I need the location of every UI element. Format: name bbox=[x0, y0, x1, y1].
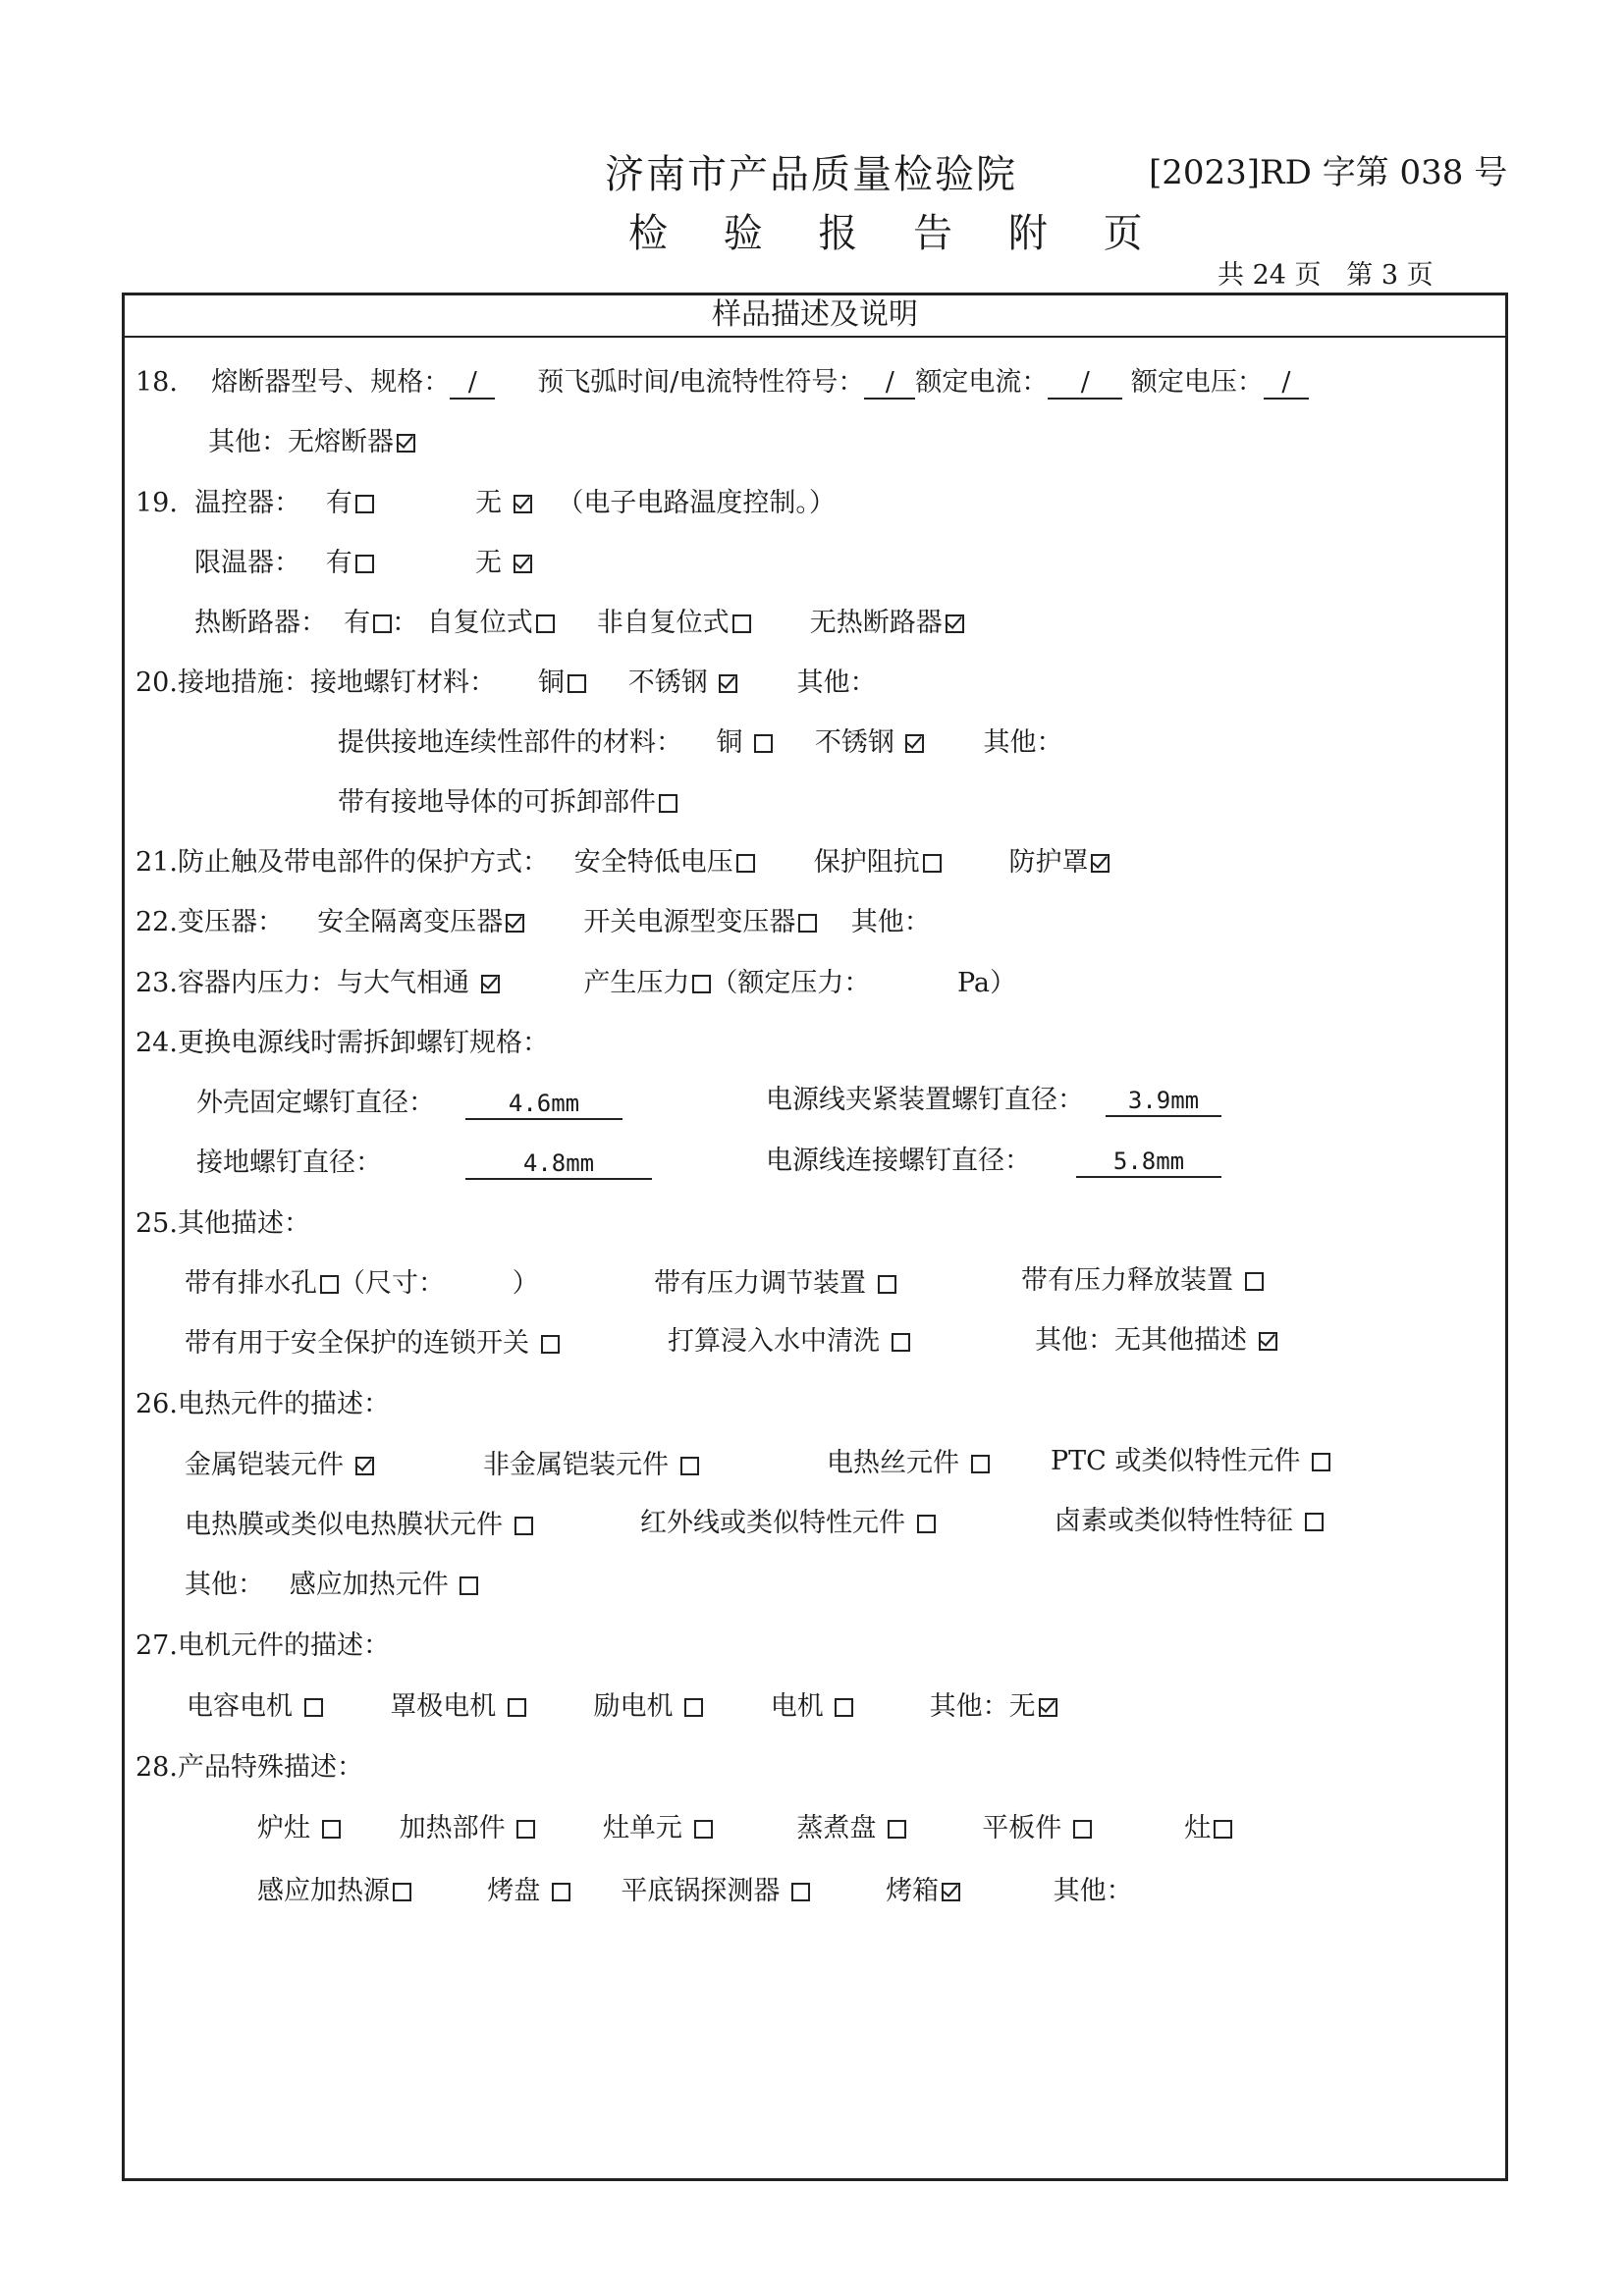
heating-part-checkbox[interactable] bbox=[516, 1820, 535, 1839]
motor-checkbox[interactable] bbox=[835, 1698, 853, 1717]
limiter-yes-checkbox[interactable] bbox=[355, 555, 374, 573]
regulator-label: 带有压力调节装置 bbox=[654, 1268, 866, 1299]
item-20-row2 bbox=[338, 726, 1063, 760]
excited-motor-checkbox[interactable] bbox=[684, 1698, 703, 1717]
halogen-label: 卤素或类似特性特征 bbox=[1055, 1506, 1293, 1536]
selv-checkbox[interactable] bbox=[736, 854, 755, 873]
detachable-label: 带有接地导体的可拆卸部件 bbox=[338, 787, 656, 818]
capacitor-motor-label: 电容电机 bbox=[187, 1691, 293, 1722]
earth-copper-checkbox[interactable] bbox=[568, 674, 586, 693]
selfreset-checkbox[interactable] bbox=[536, 614, 555, 633]
nocutout-label: 无热断路器 bbox=[809, 608, 943, 638]
section-title: 样品描述及说明 bbox=[122, 293, 1508, 338]
item-25-row2b bbox=[668, 1325, 910, 1359]
nonselfreset-checkbox[interactable] bbox=[732, 614, 751, 633]
earth-copper-label: 铜 bbox=[537, 667, 565, 698]
cooking-unit-checkbox[interactable] bbox=[694, 1820, 713, 1839]
page-subtitle: 检 验 报 告 附 页 bbox=[628, 211, 1164, 256]
capacitor-motor-checkbox[interactable] bbox=[304, 1698, 323, 1717]
plate-label: 平板件 bbox=[982, 1813, 1062, 1843]
item-26-row3 bbox=[185, 1569, 478, 1602]
prearc-value: / bbox=[864, 368, 915, 400]
item-25-row2 bbox=[185, 1327, 560, 1361]
earth-screw-value: 4.8mm bbox=[465, 1148, 652, 1180]
bakeplate-checkbox[interactable] bbox=[552, 1883, 570, 1901]
hob-checkbox[interactable] bbox=[322, 1820, 341, 1839]
immersion-label: 打算浸入水中清洗 bbox=[668, 1326, 880, 1357]
shell-screw-value: 4.6mm bbox=[465, 1089, 623, 1120]
product-other-label: 其他： bbox=[1053, 1876, 1133, 1906]
clamp-screw-field bbox=[1106, 1084, 1221, 1117]
drain-label: 带有排水孔 bbox=[185, 1268, 317, 1299]
induction-checkbox[interactable] bbox=[460, 1576, 478, 1595]
impedance-checkbox[interactable] bbox=[923, 854, 942, 873]
rated-pressure-label: （额定压力： bbox=[711, 968, 871, 998]
item-25-row2c bbox=[1035, 1324, 1277, 1358]
item-26-row2c bbox=[1055, 1505, 1324, 1538]
rated-current-value: / bbox=[1048, 368, 1122, 400]
item-26-row2 bbox=[185, 1509, 533, 1542]
induction-source-checkbox[interactable] bbox=[393, 1883, 411, 1901]
item-23-row bbox=[135, 967, 1016, 1000]
heating-other-label: 其他： bbox=[185, 1570, 264, 1600]
plate-checkbox[interactable] bbox=[1073, 1820, 1092, 1839]
continuity-stainless-checkbox[interactable] bbox=[905, 734, 924, 753]
thermostat-note: （电子电路温度控制。） bbox=[557, 488, 836, 518]
limiter-no-checkbox[interactable] bbox=[514, 555, 532, 573]
earth-stainless-checkbox[interactable] bbox=[719, 674, 737, 693]
item-21-row bbox=[135, 846, 1110, 880]
stove-checkbox[interactable] bbox=[1214, 1820, 1232, 1839]
cooking-unit-label: 灶单元 bbox=[602, 1813, 682, 1843]
item-21-title: 21.防止触及带电部件的保护方式： bbox=[135, 847, 549, 878]
continuity-other-label: 其他： bbox=[983, 727, 1063, 758]
fuse-label: 熔断器型号、规格： bbox=[211, 367, 451, 398]
shaded-motor-label: 罩极电机 bbox=[390, 1691, 497, 1722]
item-19-row1 bbox=[135, 487, 836, 520]
film-label: 电热膜或类似电热膜状元件 bbox=[185, 1510, 503, 1540]
shell-screw-label: 外壳固定螺钉直径： bbox=[196, 1088, 435, 1118]
thermostat-no-checkbox[interactable] bbox=[514, 495, 532, 513]
rated-voltage-label: 额定电压： bbox=[1130, 367, 1264, 398]
earth-screw-label: 接地螺钉直径： bbox=[196, 1148, 382, 1178]
item-28-title: 28.产品特殊描述： bbox=[135, 1752, 363, 1783]
induction-source-label: 感应加热源 bbox=[257, 1876, 390, 1906]
stove-label: 灶 bbox=[1184, 1813, 1212, 1843]
safety-transformer-label: 安全隔离变压器 bbox=[317, 907, 504, 937]
fuse-other: 其他：无熔断器 bbox=[208, 427, 394, 457]
thermostat-yes-label: 有 bbox=[325, 488, 352, 518]
drain-checkbox[interactable] bbox=[320, 1275, 339, 1294]
item-27-title: 27.电机元件的描述： bbox=[135, 1630, 390, 1661]
earth-stainless-label: 不锈钢 bbox=[627, 667, 708, 698]
item-25-title: 25.其他描述： bbox=[135, 1208, 310, 1239]
infrared-checkbox[interactable] bbox=[917, 1515, 936, 1533]
earth-screw-field bbox=[465, 1147, 652, 1180]
report-number: [2023]RD 字第 038 号 bbox=[1149, 153, 1508, 192]
item-26-title: 26.电热元件的描述： bbox=[135, 1389, 390, 1419]
steamer-checkbox[interactable] bbox=[888, 1820, 906, 1839]
interlock-label: 带有用于安全保护的连锁开关 bbox=[185, 1328, 529, 1359]
item-19-row3 bbox=[194, 607, 964, 640]
item-23-title: 23.容器内压力：与大气相通 bbox=[135, 968, 469, 998]
item-26-row1b bbox=[483, 1449, 699, 1482]
sheathed-checkbox[interactable] bbox=[355, 1457, 374, 1475]
item-25-row1c bbox=[1021, 1264, 1264, 1298]
clamp-screw-label: 电源线夹紧装置螺钉直径： bbox=[766, 1085, 1084, 1115]
hob-label: 炉灶 bbox=[257, 1813, 310, 1843]
wire-checkbox[interactable] bbox=[971, 1455, 990, 1473]
nonsheathed-label: 非金属铠装元件 bbox=[483, 1450, 669, 1480]
cover-label: 防护罩 bbox=[1008, 847, 1089, 878]
motor-label: 电机 bbox=[770, 1691, 824, 1722]
continuity-copper-label: 铜 bbox=[716, 727, 743, 758]
item-25-row1 bbox=[185, 1267, 539, 1301]
item-25-row1b bbox=[654, 1267, 896, 1301]
atmosphere-checkbox[interactable] bbox=[481, 975, 500, 993]
pan-detector-label: 平底锅探测器 bbox=[621, 1876, 781, 1906]
switching-transformer-checkbox[interactable] bbox=[798, 914, 817, 933]
drain-size-open: （尺寸： bbox=[339, 1268, 445, 1299]
item-22-row bbox=[135, 906, 931, 939]
conn-screw-value: 5.8mm bbox=[1076, 1147, 1221, 1178]
item-18-num: 18. bbox=[135, 367, 178, 398]
safety-transformer-checkbox[interactable] bbox=[506, 914, 524, 933]
total-pages: 共 24 页 bbox=[1218, 260, 1322, 291]
cutout-yes-label: 有 bbox=[344, 608, 371, 638]
prearc-label: 预飞弧时间/电流特性符号： bbox=[537, 367, 865, 398]
steamer-label: 蒸煮盘 bbox=[796, 1813, 877, 1843]
item-26-row1d bbox=[1051, 1445, 1330, 1478]
current-page: 第 3 页 bbox=[1346, 260, 1434, 291]
cutout-yes-checkbox[interactable] bbox=[373, 614, 392, 633]
switching-transformer-label: 开关电源型变压器 bbox=[583, 907, 796, 937]
rated-voltage-value: / bbox=[1264, 368, 1309, 400]
rated-current-label: 额定电流： bbox=[915, 367, 1049, 398]
continuity-stainless-label: 不锈钢 bbox=[814, 727, 894, 758]
item-20-title: 20.接地措施：接地螺钉材料： bbox=[135, 667, 496, 698]
wire-label: 电热丝元件 bbox=[827, 1448, 959, 1478]
fuse-value: / bbox=[450, 368, 495, 400]
item-27-row bbox=[187, 1690, 1057, 1724]
item-19-num: 19. bbox=[135, 488, 178, 518]
item-28-row1 bbox=[257, 1812, 1232, 1845]
pressure-unit: Pa） bbox=[956, 968, 1017, 998]
conn-screw-field bbox=[1076, 1145, 1221, 1178]
shaded-motor-checkbox[interactable] bbox=[508, 1698, 526, 1717]
item-26-row1c bbox=[827, 1447, 990, 1480]
item-18-row1 bbox=[135, 366, 1309, 400]
film-checkbox[interactable] bbox=[514, 1517, 533, 1535]
cutout-colon: ： bbox=[392, 608, 419, 638]
excited-motor-label: 励电机 bbox=[593, 1691, 674, 1722]
infrared-label: 红外线或类似特性元件 bbox=[640, 1508, 905, 1538]
org-title: 济南市产品质量检验院 bbox=[605, 152, 1017, 197]
pressure-checkbox[interactable] bbox=[692, 975, 711, 993]
pan-detector-checkbox[interactable] bbox=[791, 1883, 810, 1901]
clamp-screw-value: 3.9mm bbox=[1106, 1086, 1221, 1117]
motor-other-label: 其他：无 bbox=[929, 1691, 1036, 1722]
no-fuse-checkbox[interactable] bbox=[397, 434, 415, 453]
cutout-label: 热断路器： bbox=[194, 608, 327, 638]
continuity-label: 提供接地连续性部件的材料： bbox=[338, 727, 682, 758]
ptc-checkbox[interactable] bbox=[1312, 1453, 1330, 1471]
item-24-title: 24.更换电源线时需拆卸螺钉规格： bbox=[135, 1028, 549, 1058]
limiter-label: 限温器： bbox=[194, 548, 300, 578]
oven-label: 烤箱 bbox=[886, 1876, 940, 1906]
earth-other-label: 其他： bbox=[796, 667, 877, 698]
oven-checkbox[interactable] bbox=[942, 1883, 960, 1901]
item-18-row2 bbox=[208, 426, 415, 459]
selv-label: 安全特低电压 bbox=[573, 847, 733, 878]
thermostat-yes-checkbox[interactable] bbox=[355, 495, 374, 513]
bakeplate-label: 烤盘 bbox=[487, 1876, 541, 1906]
sheathed-label: 金属铠装元件 bbox=[185, 1450, 344, 1480]
limiter-no-label: 无 bbox=[474, 548, 502, 578]
impedance-label: 保护阻抗 bbox=[813, 847, 920, 878]
item-22-title: 22.变压器： bbox=[135, 907, 284, 937]
selfreset-label: 自复位式 bbox=[426, 608, 533, 638]
conn-screw-label: 电源线连接螺钉直径： bbox=[766, 1146, 1031, 1176]
nonsheathed-checkbox[interactable] bbox=[680, 1457, 699, 1475]
other-desc-checkbox[interactable] bbox=[1259, 1332, 1277, 1351]
interlock-checkbox[interactable] bbox=[541, 1335, 560, 1354]
thermostat-no-label: 无 bbox=[475, 488, 503, 518]
limiter-yes-label: 有 bbox=[325, 548, 352, 578]
release-label: 带有压力释放装置 bbox=[1021, 1265, 1233, 1296]
release-checkbox[interactable] bbox=[1245, 1272, 1264, 1291]
item-26-row1 bbox=[185, 1449, 374, 1482]
item-28-row2 bbox=[257, 1875, 1133, 1908]
cover-checkbox[interactable] bbox=[1091, 854, 1110, 873]
nocutout-checkbox[interactable] bbox=[946, 614, 964, 633]
motor-other-checkbox[interactable] bbox=[1039, 1698, 1057, 1717]
continuity-copper-checkbox[interactable] bbox=[754, 734, 773, 753]
shell-screw-field bbox=[465, 1087, 623, 1120]
page-count bbox=[1218, 253, 1434, 292]
detachable-checkbox[interactable] bbox=[659, 794, 677, 813]
pressure-label: 产生压力 bbox=[583, 968, 690, 998]
other-desc-label: 其他：无其他描述 bbox=[1035, 1325, 1247, 1356]
drain-size-close: ） bbox=[512, 1268, 539, 1299]
induction-label: 感应加热元件 bbox=[289, 1570, 449, 1600]
transformer-other-label: 其他： bbox=[850, 907, 931, 937]
item-26-row2b bbox=[640, 1507, 936, 1540]
halogen-checkbox[interactable] bbox=[1305, 1513, 1324, 1531]
ptc-label: PTC 或类似特性元件 bbox=[1051, 1446, 1301, 1476]
item-19-row2 bbox=[194, 547, 532, 580]
heating-part-label: 加热部件 bbox=[399, 1813, 506, 1843]
item-20-row3 bbox=[338, 786, 677, 820]
item-20-row1 bbox=[135, 667, 876, 700]
nonselfreset-label: 非自复位式 bbox=[596, 608, 730, 638]
thermostat-label: 温控器： bbox=[194, 488, 301, 518]
regulator-checkbox[interactable] bbox=[878, 1275, 896, 1294]
immersion-checkbox[interactable] bbox=[892, 1333, 910, 1352]
